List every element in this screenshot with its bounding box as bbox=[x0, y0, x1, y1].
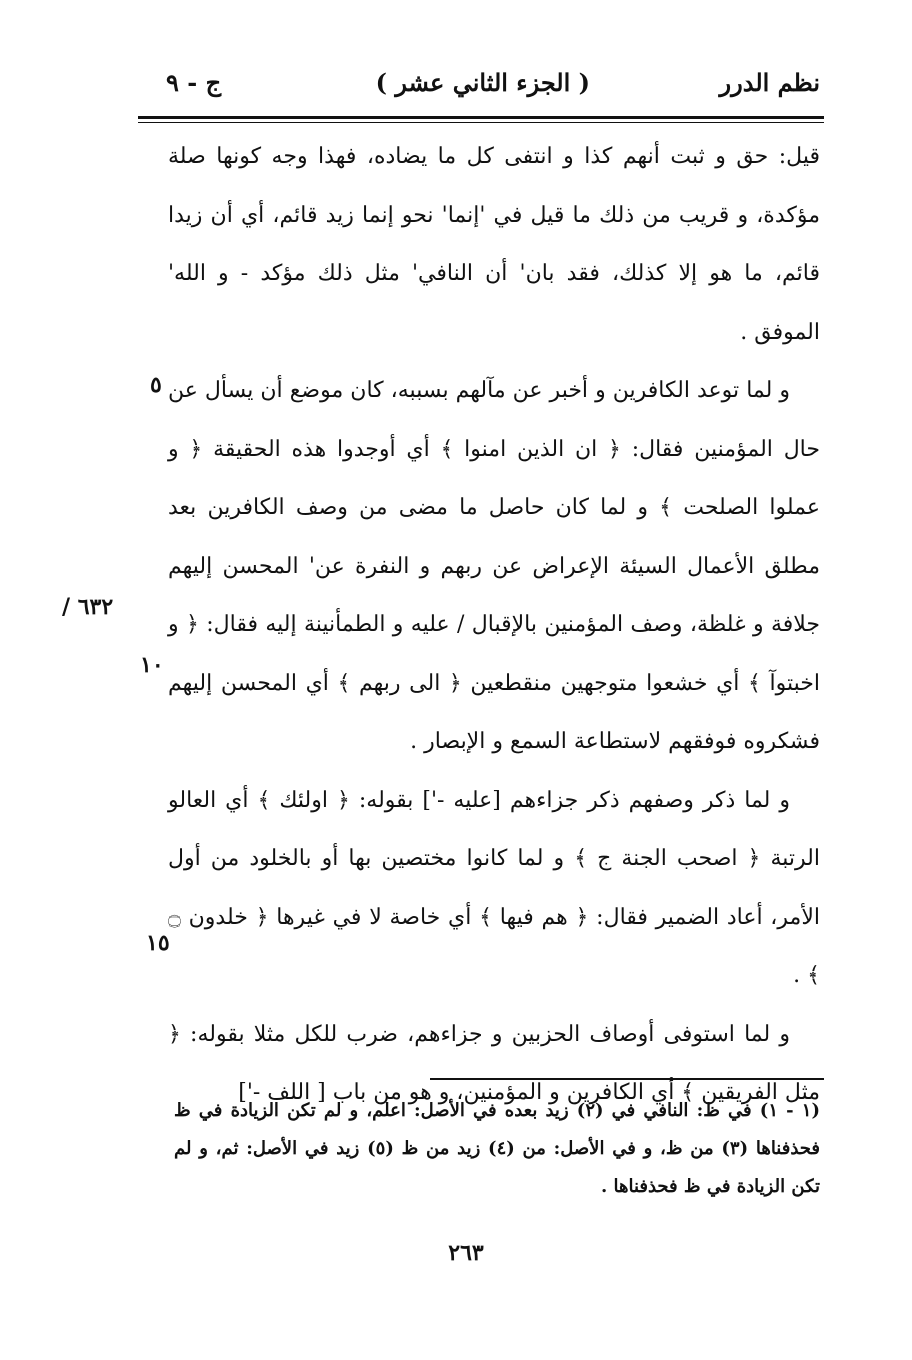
footnotes bbox=[174, 1092, 820, 1206]
line-number-15: ١٥ bbox=[146, 930, 170, 956]
book-title: نظم الدرر bbox=[719, 68, 820, 97]
page-number: ٢٦٣ bbox=[448, 1240, 484, 1266]
running-head bbox=[140, 62, 820, 108]
manuscript-folio-reference: ٦٣٢ / bbox=[62, 594, 114, 620]
footnote: (١ - ١) في ظ: النافي في (٢) زيد بعده في الأصل: اعلم، و لم تكن الزيادة في ظ فحذفناها (٣) من ظ، و في الأصل: من (٤) زيد من ظ (٥) زيد في الأصل: ثم، و لم تكن الزيادة في ظ فحذفناها . bbox=[174, 1100, 821, 1197]
line-number-10: ١٠ bbox=[140, 652, 164, 678]
header-rule-thick bbox=[138, 116, 824, 119]
paragraph: قيل: حق و ثبت أنهم كذا و انتفى كل ما يضاده، فهذا وجه كونها صلة مؤكدة، و قريب من ذلك ما قيل في 'إنما' نحو إنما زيد قائم، أي أن زيدا قائم، ما هو إلا كذلك، فقد بان' أن النافي' مثل ذلك مؤكد - و الله' الموفق . bbox=[168, 144, 820, 345]
volume-number: ج - ٩ bbox=[166, 68, 222, 97]
footnote-rule bbox=[430, 1078, 824, 1080]
main-text bbox=[168, 128, 820, 1123]
part-title: ( الجزء الثاني عشر ) bbox=[375, 68, 590, 97]
paragraph: و لما استوفى أوصاف الحزبين و جزاءهم، ضرب للكل مثلا بقوله: ﴿ مثل الفريقين ﴾ أي الكافرين و المؤمنين، و هو من باب [ اللف -'] bbox=[168, 1021, 820, 1105]
header-rule-thin bbox=[138, 122, 824, 123]
paragraph: و لما توعد الكافرين و أخبر عن مآلهم بسببه، كان موضع أن يسأل عن حال المؤمنين فقال: ﴿ ان الذين امنوا ﴾ أي أوجدوا هذه الحقيقة ﴿ و عملوا الصلحت ﴾ و لما كان حاصل ما مضى من وصف الكافرين بعد مطلق الأعمال السيئة الإعراض عن ربهم و النفرة عن' المحسن إليهم جلافة و غلظة، وصف المؤمنين بالإقبال / عليه و الطمأنينة إليه فقال: ﴿ و اخبتوآ ﴾ أي خشعوا متوجهين منقطعين ﴿ الى ربهم ﴾ أي المحسن إليهم فشكروه فوفقهم لاستطاعة السمع و الإبصار . bbox=[168, 378, 820, 754]
line-number-5: ٥ bbox=[150, 372, 162, 398]
paragraph: و لما ذكر وصفهم ذكر جزاءهم [عليه -'] بقوله: ﴿ اولئك ﴾ أي العالو الرتبة ﴿ اصحب الجنة ج ﴾ و لما كانوا مختصين بها أو بالخلود من أول الأمر، أعاد الضمير فقال: ﴿ هم فيها ﴾ أي خاصة لا في غيرها ﴿ خلدون ۝ ﴾ . bbox=[168, 787, 820, 988]
